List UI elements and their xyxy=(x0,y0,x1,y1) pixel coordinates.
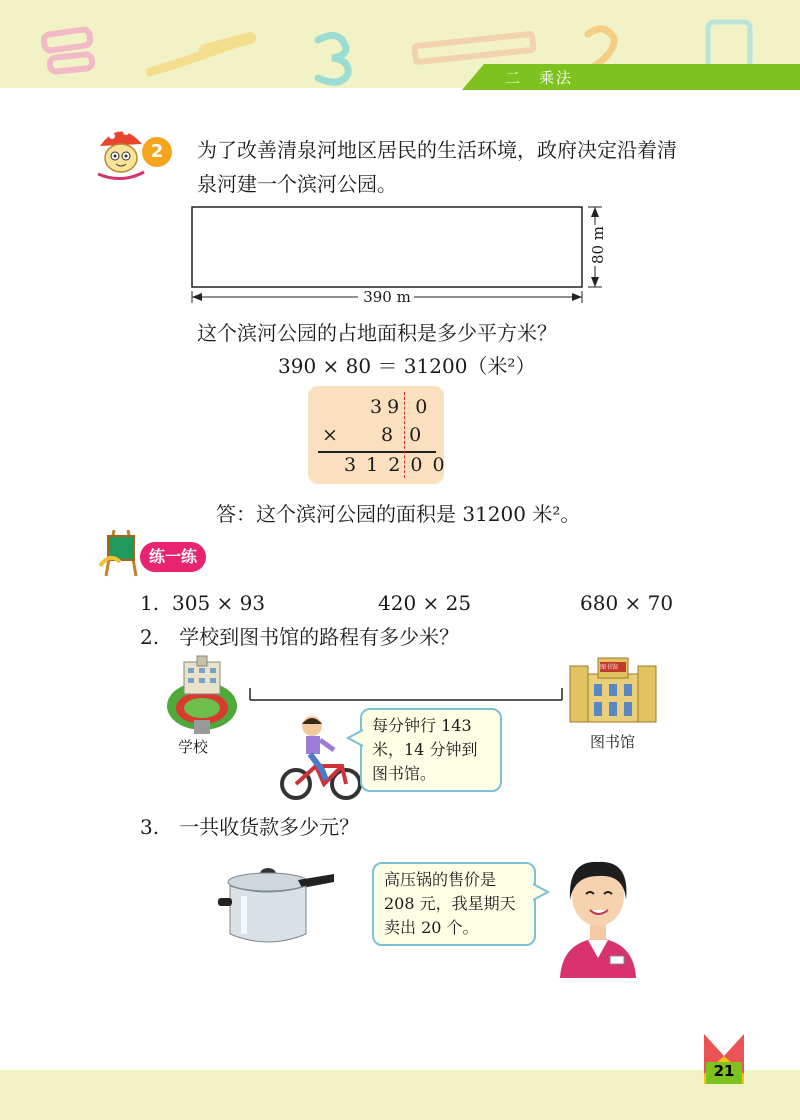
example-intro-line2: 泉河建一个滨河公园。 xyxy=(197,172,397,196)
cyclist-boy-icon xyxy=(276,710,366,802)
school-label: 学校 xyxy=(178,738,209,756)
distance-bracket xyxy=(248,684,564,706)
q1-item-2: 420 × 25 xyxy=(378,591,472,615)
q2-bubble-line3: 图书馆。 xyxy=(372,764,437,783)
park-rectangle xyxy=(192,207,582,287)
q1-label: 1. xyxy=(140,591,160,615)
vertical-result: 3 1 2 0 0 xyxy=(344,454,447,476)
q3-speech-bubble xyxy=(372,862,536,946)
blackboard-easel-icon xyxy=(96,522,144,578)
vertical-row1: 39 0 xyxy=(370,396,433,418)
chapter-title: 二 乘法 xyxy=(505,69,574,87)
practice-title: 练一练 xyxy=(140,542,206,572)
example-equation: 390 × 80 ＝ 31200（米²） xyxy=(278,354,536,378)
example-intro-line1: 为了改善清泉河地区居民的生活环境，政府决定沿着清 xyxy=(197,138,677,162)
example-answer: 答：这个滨河公园的面积是 31200 米²。 xyxy=(216,502,581,526)
q2-bubble-tail xyxy=(346,728,364,748)
vertical-rule xyxy=(318,451,436,453)
q2-bubble-line2: 米，14 分钟到 xyxy=(372,740,478,759)
q3-bubble-line3: 卖出 20 个。 xyxy=(384,918,479,937)
example-number-badge: 2 xyxy=(142,137,172,167)
q3-bubble-tail xyxy=(532,882,550,902)
mushroom-mascot-icon xyxy=(92,122,148,182)
example-question: 这个滨河公园的占地面积是多少平方米？ xyxy=(197,321,557,345)
school-building-icon xyxy=(164,654,240,738)
saleswoman-icon xyxy=(552,850,642,980)
footer-band xyxy=(0,1070,800,1120)
q1-item-3: 680 × 70 xyxy=(580,591,674,615)
q3-bubble-line2: 208 元，我星期天 xyxy=(384,894,516,913)
vertical-row2: 8 0 xyxy=(381,424,427,446)
library-sign: 图书馆 xyxy=(600,664,619,671)
library-label: 图书馆 xyxy=(590,733,636,751)
height-label: 80 m xyxy=(589,225,607,265)
q3-bubble-line1: 高压锅的售价是 xyxy=(384,870,497,889)
q2-text: 2. 学校到图书馆的路程有多少米？ xyxy=(140,625,460,649)
vertical-operator: × xyxy=(322,424,343,446)
pressure-cooker-icon xyxy=(218,858,336,950)
q2-bubble-line1: 每分钟行 143 xyxy=(372,716,472,735)
q2-speech-bubble xyxy=(360,708,502,792)
place-value-guide-line xyxy=(404,392,405,478)
q3-text: 3. 一共收货款多少元？ xyxy=(140,815,360,839)
page-number: 21 xyxy=(713,1062,735,1080)
q1-item-1: 305 × 93 xyxy=(172,591,266,615)
width-label: 390 m xyxy=(363,288,411,306)
